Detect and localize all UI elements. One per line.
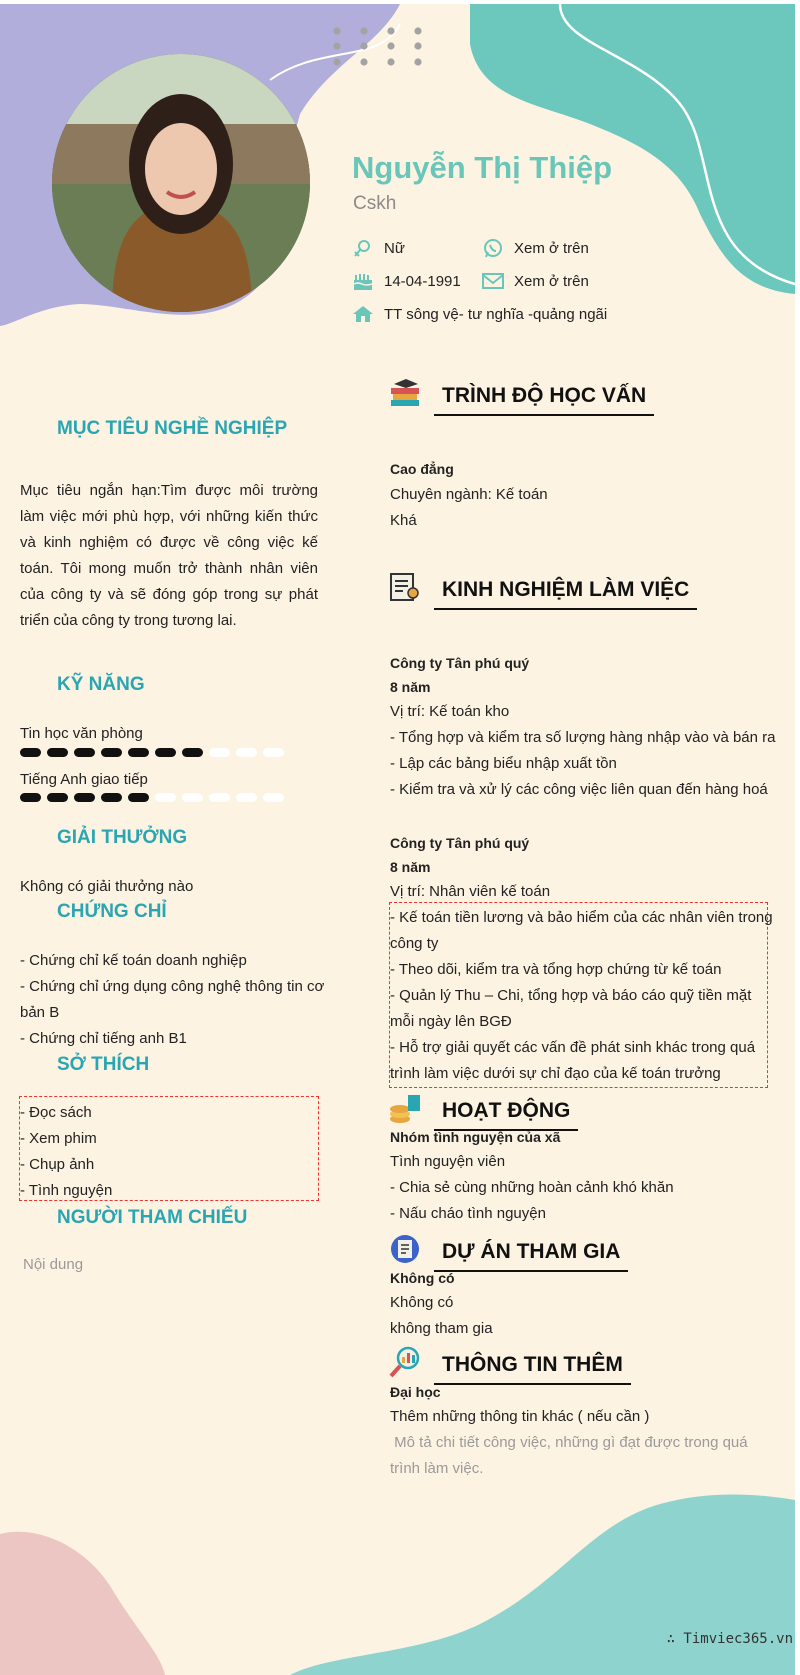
cv-page	[0, 4, 795, 1675]
certificate-line: bản B	[20, 1004, 60, 1021]
skill-dot-filled	[128, 748, 149, 757]
references-placeholder: Nội dung	[23, 1256, 84, 1273]
activity-line: - Chia sẻ cùng những hoàn cảnh khó khăn	[390, 1179, 674, 1196]
experience-header	[388, 570, 697, 604]
skill-name: Tin học văn phòng	[20, 725, 143, 742]
skill-dot-filled	[74, 748, 95, 757]
birthday-row	[352, 270, 461, 292]
education-header	[388, 376, 654, 410]
skill-level-bar	[20, 748, 284, 758]
skill-dot-empty	[182, 793, 203, 802]
activity-line: - Nấu cháo tình nguyện	[390, 1205, 546, 1222]
watermark-text: ∴ Timviec365.vn	[666, 1631, 793, 1647]
education-title: TRÌNH ĐỘ HỌC VẤN	[434, 384, 654, 416]
skills-title: KỸ NĂNG	[57, 674, 145, 695]
phone-icon	[482, 237, 504, 259]
candidate-job-title: Cskh	[353, 193, 397, 214]
job-line: - Theo dõi, kiểm tra và tổng hợp chứng từ kế toán	[390, 961, 722, 978]
education-major: Chuyên ngành: Kế toán	[390, 486, 548, 503]
experience-title: KINH NGHIỆM LÀM VIỆC	[434, 578, 697, 610]
skill-dot-filled	[182, 748, 203, 757]
more-info-name: Đại học	[390, 1384, 441, 1400]
home-icon	[352, 303, 374, 325]
hobby-item: - Chụp ảnh	[20, 1156, 95, 1173]
teal-bottom-blob	[290, 1495, 795, 1675]
envelope-icon	[482, 270, 504, 292]
hobby-item: - Xem phim	[20, 1130, 97, 1147]
job-line: mỗi ngày lên BGĐ	[390, 1013, 512, 1030]
gender-icon	[352, 237, 374, 259]
skill-dot-filled	[128, 793, 149, 802]
pink-blob	[0, 1532, 165, 1675]
activities-header	[388, 1091, 578, 1125]
awards-title: GIẢI THƯỞNG	[57, 827, 188, 848]
skill-dot-empty	[155, 793, 176, 802]
education-grade: Khá	[390, 512, 417, 529]
avatar	[52, 54, 310, 312]
certificate-icon	[388, 570, 422, 604]
objective-text: Mục tiêu ngắn hạn:Tìm được môi trường làm việc mới phù hợp, với những kiến thức và kinh nghiệm có được về công việc kế toán. Tôi mong muốn trở thành nhân viên của công ty và sẽ đóng góp trong sự phát triển của công ty trong tương lai.	[20, 482, 318, 629]
skill-dot-empty	[209, 793, 230, 802]
certificates-title: CHỨNG CHỈ	[57, 901, 167, 922]
project-line: không tham gia	[390, 1320, 493, 1337]
job-line: - Quản lý Thu – Chi, tổng hợp và báo cáo quỹ tiền mặt	[390, 987, 752, 1004]
job-position: Vị trí: Nhân viên kế toán	[390, 883, 551, 900]
skill-dot-filled	[74, 793, 95, 802]
birthday-value: 14-04-1991	[384, 272, 461, 290]
email-value: Xem ở trên	[514, 272, 589, 290]
job-line: - Kiểm tra và xử lý các công việc liên quan đến hàng hoá	[390, 781, 768, 798]
job-line: - Hỗ trợ giải quyết các vấn đề phát sinh khác trong quá	[390, 1039, 756, 1056]
hobby-item: - Đọc sách	[20, 1104, 92, 1121]
certificate-line: - Chứng chỉ ứng dụng công nghệ thông tin cơ	[20, 978, 325, 995]
project-icon	[388, 1232, 422, 1266]
activities-title: HOẠT ĐỘNG	[434, 1099, 578, 1131]
gender-row	[352, 237, 405, 259]
gender-value: Nữ	[384, 239, 405, 257]
projects-title: DỰ ÁN THAM GIA	[434, 1240, 628, 1272]
skill-dot-filled	[47, 748, 68, 757]
job-company: Công ty Tân phú quý	[390, 655, 530, 671]
magnifier-chart-icon	[388, 1345, 422, 1379]
hobbies-title: SỞ THÍCH	[57, 1054, 150, 1075]
job-line: trình làm việc dưới sự chỉ đạo của kế toán trưởng	[390, 1065, 721, 1082]
activity-org: Nhóm tình nguyện của xã	[390, 1129, 561, 1145]
cake-icon	[352, 270, 374, 292]
projects-header	[388, 1232, 628, 1266]
skill-dot-filled	[101, 793, 122, 802]
skill-level-bar	[20, 793, 284, 803]
skill-dot-empty	[236, 748, 257, 757]
job-line: công ty	[390, 935, 439, 952]
skill-dot-filled	[101, 748, 122, 757]
project-line: Không có	[390, 1294, 454, 1311]
activity-role: Tình nguyện viên	[390, 1153, 506, 1170]
skill-dot-filled	[47, 793, 68, 802]
job-position: Vị trí: Kế toán kho	[390, 703, 510, 720]
certificate-line: - Chứng chỉ kế toán doanh nghiệp	[20, 952, 247, 969]
skill-dot-empty	[236, 793, 257, 802]
more-info-line: Thêm những thông tin khác ( nếu cần )	[390, 1408, 650, 1425]
skill-dot-empty	[209, 748, 230, 757]
skill-dot-filled	[20, 748, 41, 757]
more-info-title: THÔNG TIN THÊM	[434, 1353, 631, 1385]
job-duration: 8 năm	[390, 859, 431, 875]
address-row	[352, 303, 607, 325]
skill-dot-empty	[263, 748, 284, 757]
coins-icon	[388, 1091, 422, 1125]
skill-dot-filled	[20, 793, 41, 802]
job-line: - Lập các bảng biểu nhập xuất tồn	[390, 755, 617, 772]
more-info-description: trình làm việc.	[390, 1460, 484, 1477]
job-duration: 8 năm	[390, 679, 431, 695]
candidate-name: Nguyễn Thị Thiệp	[352, 150, 613, 185]
email-row	[482, 270, 589, 292]
hobby-item: - Tình nguyện	[20, 1182, 113, 1199]
address-value: TT sông vệ- tư nghĩa -quảng ngãi	[384, 305, 608, 323]
job-line: - Kế toán tiền lương và bảo hiểm của các nhân viên trong	[390, 909, 773, 926]
education-school: Cao đẳng	[390, 461, 454, 477]
project-name: Không có	[390, 1270, 455, 1286]
more-info-header	[388, 1345, 631, 1379]
skill-name: Tiếng Anh giao tiếp	[20, 771, 148, 788]
objective-title: MỤC TIÊU NGHỀ NGHIỆP	[57, 418, 288, 439]
awards-text: Không có giải thưởng nào	[20, 878, 194, 895]
more-info-description: Mô tả chi tiết công việc, những gì đạt được trong quá	[390, 1434, 748, 1451]
certificate-line: - Chứng chỉ tiếng anh B1	[20, 1030, 187, 1047]
phone-row	[482, 237, 589, 259]
skill-dot-filled	[155, 748, 176, 757]
phone-value: Xem ở trên	[514, 239, 589, 257]
job-company: Công ty Tân phú quý	[390, 835, 530, 851]
job-line: - Tổng hợp và kiểm tra số lượng hàng nhập vào và bán ra	[390, 729, 776, 746]
references-title: NGƯỜI THAM CHIẾU	[57, 1207, 248, 1228]
books-icon	[388, 376, 422, 410]
skill-dot-empty	[263, 793, 284, 802]
